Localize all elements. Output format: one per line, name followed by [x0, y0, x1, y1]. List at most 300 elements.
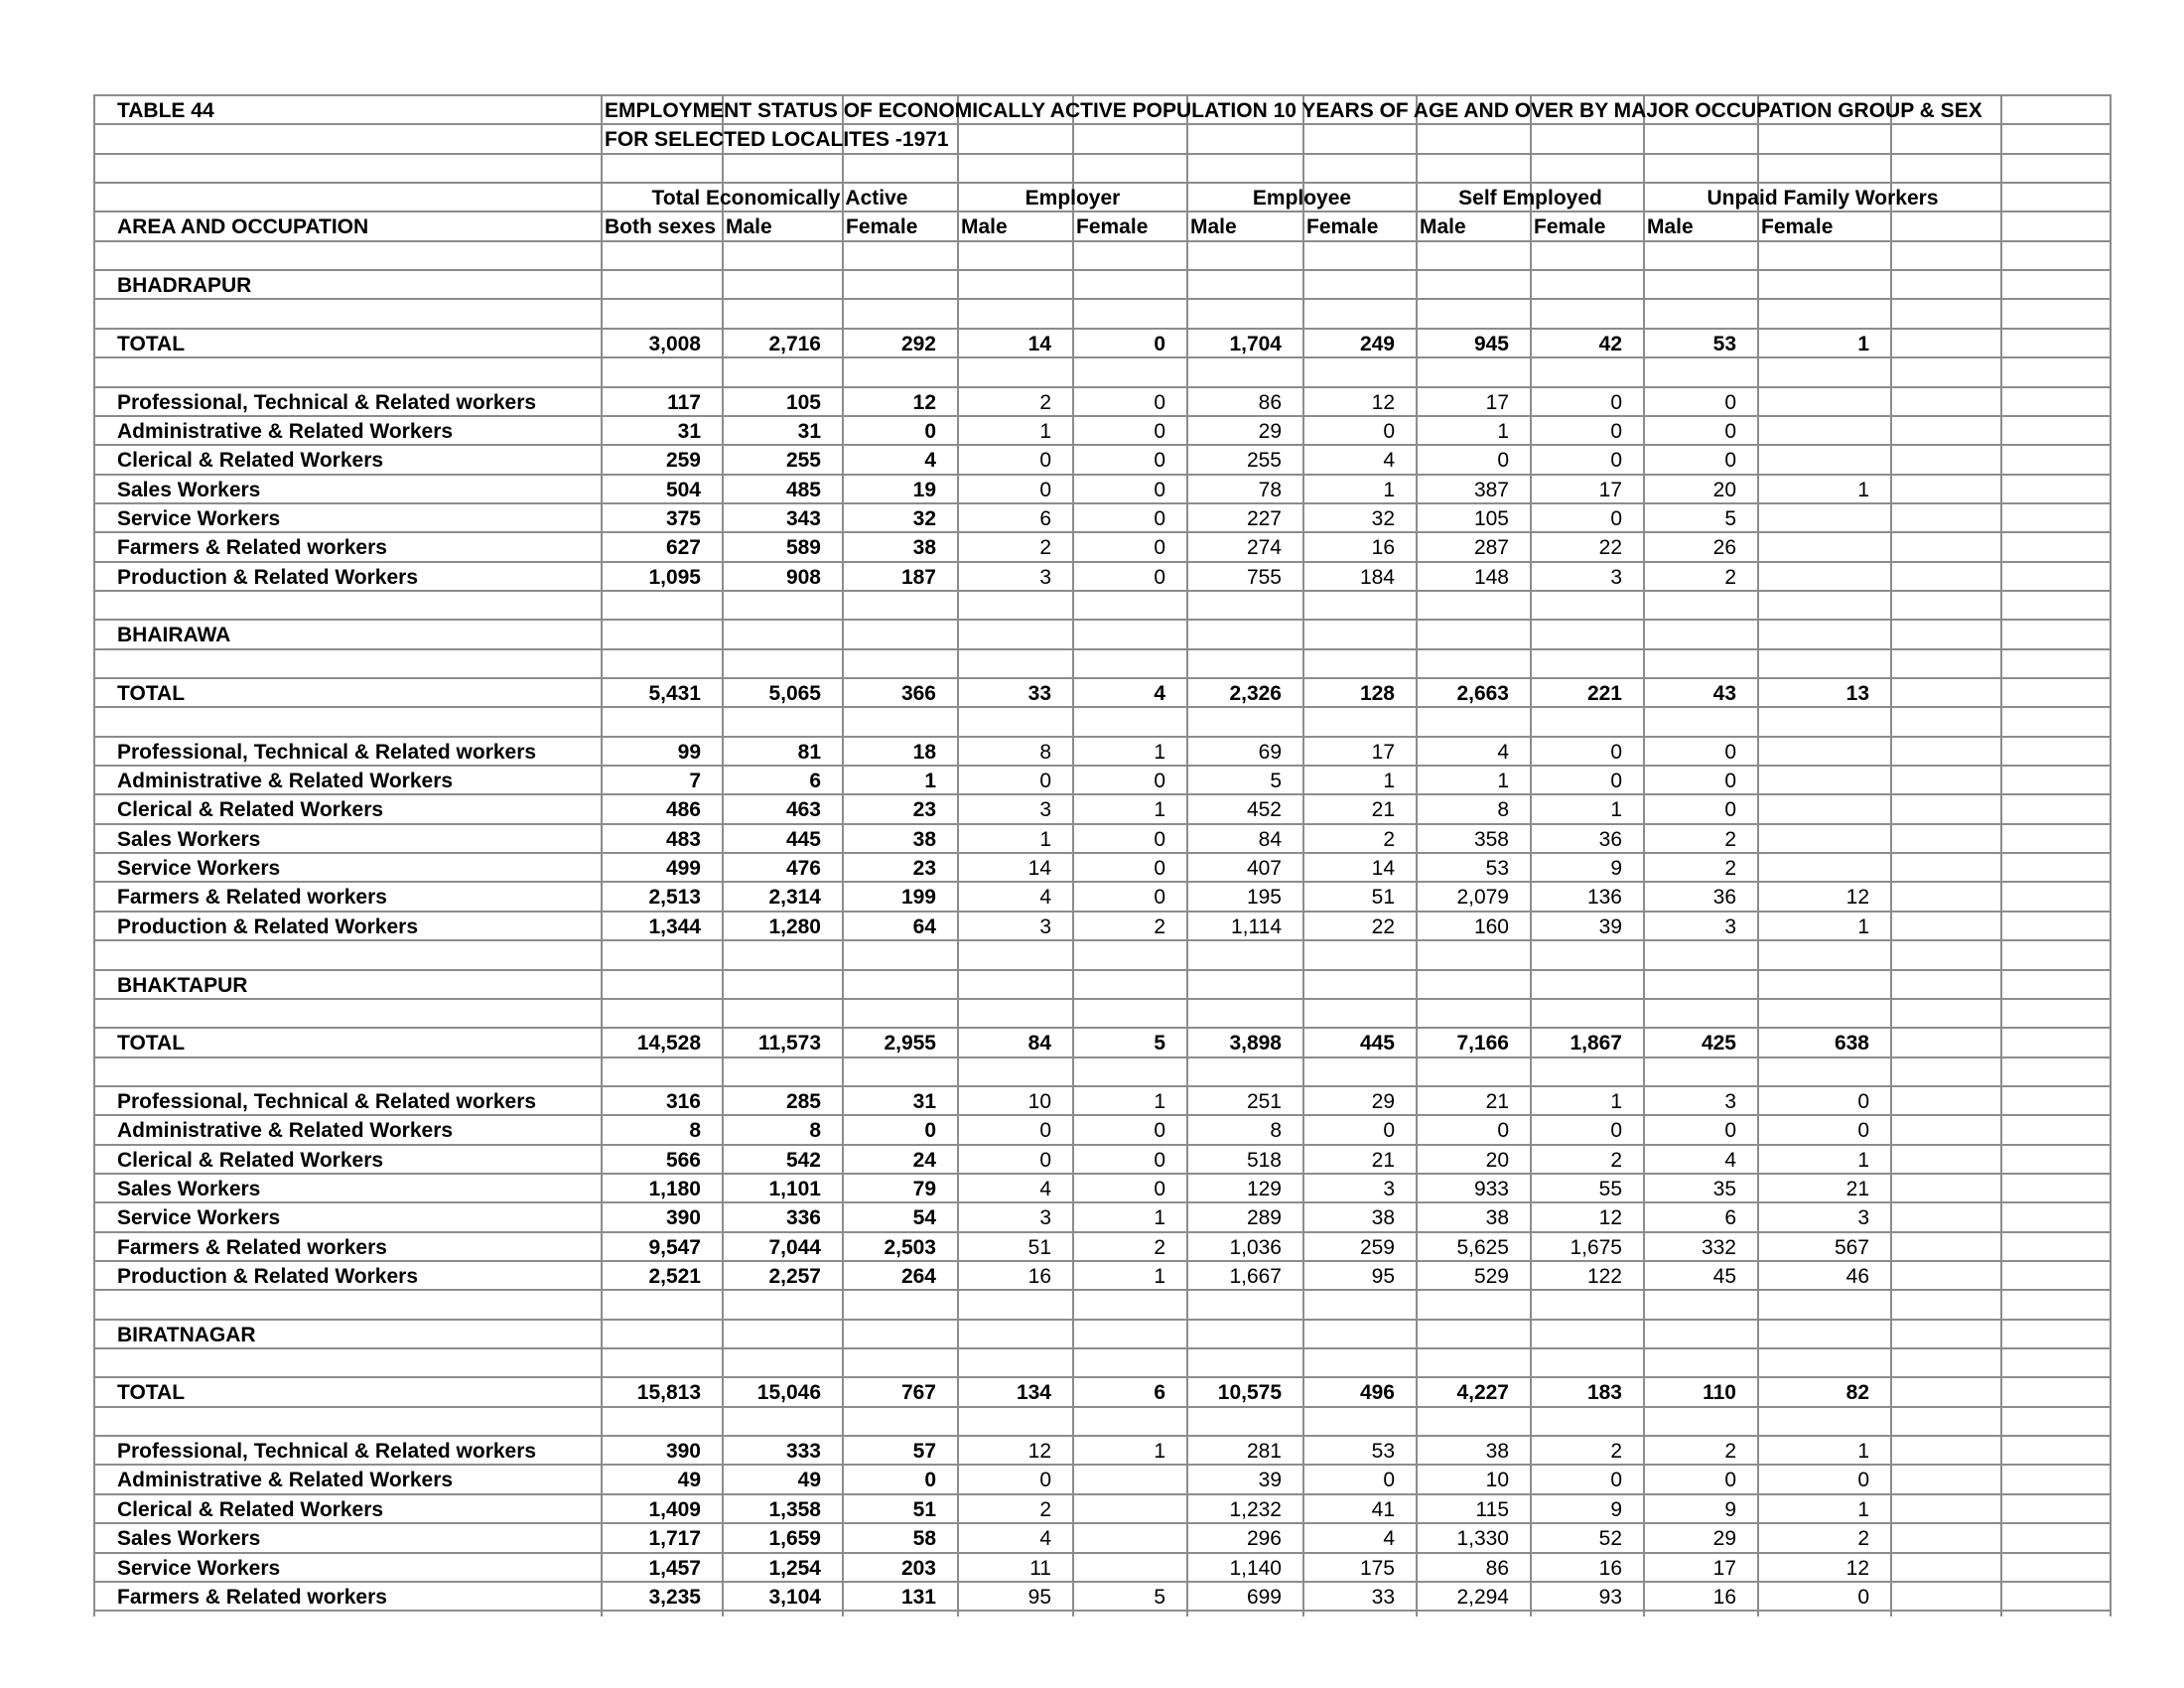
value-cell: 0 [1857, 1585, 1869, 1609]
value-cell: 2 [1610, 1148, 1622, 1172]
value-cell: 0 [1724, 740, 1736, 764]
value-cell: 445 [785, 827, 821, 851]
value-cell: 2,503 [884, 1235, 936, 1259]
value-cell [1073, 1554, 1165, 1583]
value-cell: 0 [1154, 1119, 1165, 1143]
value-cell: 1 [1154, 1089, 1165, 1113]
value-cell: 95 [1027, 1585, 1051, 1609]
value-cell: 21 [1845, 1177, 1869, 1200]
occupation-label: Sales Workers [117, 827, 261, 851]
value-cell: 2 [1724, 1440, 1736, 1464]
value-cell [1758, 504, 1869, 533]
value-cell: 41 [1371, 1497, 1395, 1521]
value-cell: 1,457 [648, 1556, 701, 1580]
value-cell: 1,101 [768, 1177, 821, 1200]
value-cell: 1 [1610, 798, 1622, 822]
column-group-header: Total Economically Active [651, 187, 908, 211]
grid-col-line [1890, 94, 1892, 1617]
value-cell: 0 [1039, 1119, 1051, 1143]
value-cell: 11 [1029, 1556, 1051, 1580]
value-cell: 1,344 [648, 914, 701, 938]
value-cell: 1 [1383, 478, 1395, 501]
value-cell: 7,044 [768, 1235, 821, 1259]
value-cell: 3 [1039, 798, 1051, 822]
value-cell: 12 [1845, 886, 1869, 910]
value-cell: 49 [797, 1469, 821, 1492]
value-cell: 0 [1610, 770, 1622, 793]
value-cell: 0 [1610, 419, 1622, 443]
value-cell: 0 [1857, 1089, 1869, 1113]
value-cell: 36 [1712, 886, 1736, 910]
occupation-label: Farmers & Related workers [117, 1235, 387, 1259]
value-cell: 69 [1258, 740, 1282, 764]
value-cell: 281 [1246, 1440, 1282, 1464]
grid-col-line [93, 94, 95, 1617]
occupation-label: Production & Related Workers [117, 914, 419, 938]
total-value-cell: 1 [1857, 332, 1869, 355]
value-cell [1758, 563, 1869, 592]
value-cell: 463 [785, 798, 821, 822]
value-cell: 136 [1586, 886, 1622, 910]
value-cell: 0 [1154, 536, 1165, 560]
value-cell [1073, 1466, 1165, 1494]
value-cell: 285 [785, 1089, 821, 1113]
area-name: BHADRAPUR [117, 274, 252, 298]
occupation-label: Sales Workers [117, 478, 261, 501]
value-cell [1758, 417, 1869, 446]
value-cell: 933 [1473, 1177, 1509, 1200]
value-cell [1758, 767, 1869, 795]
total-value-cell: 11,573 [757, 1032, 821, 1055]
value-cell: 78 [1258, 478, 1282, 501]
value-cell: 9 [1724, 1497, 1736, 1521]
value-cell: 296 [1246, 1527, 1282, 1551]
value-cell: 1,358 [768, 1497, 821, 1521]
total-value-cell: 2,955 [884, 1032, 936, 1055]
value-cell: 0 [1039, 770, 1051, 793]
value-cell: 6 [1724, 1206, 1736, 1230]
total-value-cell: 42 [1598, 332, 1622, 355]
area-occupation-header: AREA AND OCCUPATION [117, 215, 369, 239]
value-cell: 5,625 [1456, 1235, 1509, 1259]
value-cell: 58 [912, 1527, 936, 1551]
total-value-cell: 4,227 [1456, 1381, 1509, 1405]
value-cell: 1 [924, 770, 936, 793]
value-cell: 542 [785, 1148, 821, 1172]
value-cell: 0 [1039, 1469, 1051, 1492]
value-cell: 36 [1598, 827, 1622, 851]
value-cell: 1 [1154, 1265, 1165, 1288]
column-group-header: Employee [1252, 187, 1352, 211]
value-cell: 2 [1154, 1235, 1165, 1259]
sub-column-header: Male [1190, 215, 1237, 239]
value-cell: 9,547 [648, 1235, 701, 1259]
value-cell: 627 [665, 536, 701, 560]
value-cell: 12 [1371, 390, 1395, 414]
value-cell: 4 [1039, 886, 1051, 910]
value-cell: 81 [797, 740, 821, 764]
occupation-label: Farmers & Related workers [117, 1585, 387, 1609]
occupation-label: Sales Workers [117, 1527, 261, 1551]
value-cell: 375 [665, 506, 701, 530]
value-cell: 227 [1246, 506, 1282, 530]
value-cell: 16 [1027, 1265, 1051, 1288]
value-cell: 84 [1258, 827, 1282, 851]
value-cell: 255 [785, 449, 821, 473]
total-value-cell: 14 [1027, 332, 1051, 355]
value-cell: 23 [912, 857, 936, 881]
value-cell: 38 [912, 827, 936, 851]
occupation-label: Professional, Technical & Related workers [117, 1089, 537, 1113]
value-cell: 0 [1154, 770, 1165, 793]
value-cell: 187 [900, 565, 936, 589]
value-cell: 4 [1039, 1527, 1051, 1551]
value-cell: 17 [1371, 740, 1395, 764]
value-cell: 908 [785, 565, 821, 589]
total-value-cell: 425 [1701, 1032, 1736, 1055]
sub-column-header: Female [1076, 215, 1149, 239]
total-value-cell: 53 [1712, 332, 1736, 355]
value-cell: 0 [1154, 565, 1165, 589]
value-cell: 4 [924, 449, 936, 473]
value-cell: 8 [1039, 740, 1051, 764]
value-cell: 0 [1724, 449, 1736, 473]
grid-row-line [94, 269, 2111, 271]
total-value-cell: 10,575 [1217, 1381, 1282, 1405]
column-group-header: Employer [1024, 187, 1121, 211]
value-cell [1758, 388, 1869, 417]
value-cell: 55 [1598, 1177, 1622, 1200]
value-cell: 122 [1586, 1265, 1622, 1288]
value-cell: 3 [1383, 1177, 1395, 1200]
value-cell: 259 [665, 449, 701, 473]
occupation-label: Professional, Technical & Related workers [117, 390, 537, 414]
value-cell: 22 [1598, 536, 1622, 560]
total-row-label: TOTAL [117, 332, 186, 355]
value-cell: 38 [1371, 1206, 1395, 1230]
area-name: BHAIRAWA [117, 624, 231, 647]
value-cell: 0 [1724, 770, 1736, 793]
value-cell: 199 [900, 886, 936, 910]
sub-column-header: Male [1647, 215, 1694, 239]
value-cell: 19 [912, 478, 936, 501]
value-cell: 387 [1473, 478, 1509, 501]
value-cell: 2 [1724, 857, 1736, 881]
value-cell: 31 [912, 1089, 936, 1113]
value-cell: 358 [1473, 827, 1509, 851]
value-cell: 14 [1027, 857, 1051, 881]
total-value-cell: 82 [1845, 1381, 1869, 1405]
grid-row-line [94, 1319, 2111, 1321]
value-cell: 476 [785, 857, 821, 881]
value-cell [1758, 795, 1869, 824]
value-cell: 504 [665, 478, 701, 501]
grid-row-line [94, 619, 2111, 621]
value-cell: 31 [677, 419, 701, 443]
value-cell: 518 [1246, 1148, 1282, 1172]
value-cell: 0 [1724, 798, 1736, 822]
total-value-cell: 221 [1586, 682, 1622, 705]
value-cell: 1 [1610, 1089, 1622, 1113]
total-value-cell: 5,431 [648, 682, 701, 705]
total-value-cell: 945 [1473, 332, 1509, 355]
value-cell: 1 [1154, 1206, 1165, 1230]
value-cell: 115 [1475, 1497, 1509, 1521]
value-cell: 485 [785, 478, 821, 501]
value-cell [1758, 738, 1869, 767]
value-cell: 9 [1610, 1497, 1622, 1521]
total-value-cell: 0 [1154, 332, 1165, 355]
value-cell: 0 [1497, 1119, 1509, 1143]
total-row-label: TOTAL [117, 1381, 186, 1405]
value-cell: 2 [1610, 1440, 1622, 1464]
value-cell: 3 [1610, 565, 1622, 589]
value-cell: 18 [912, 740, 936, 764]
value-cell: 1 [1857, 1440, 1869, 1464]
value-cell: 12 [912, 390, 936, 414]
value-cell: 529 [1473, 1265, 1509, 1288]
value-cell: 8 [809, 1119, 821, 1143]
table-number: TABLE 44 [117, 99, 214, 122]
value-cell: 0 [1724, 390, 1736, 414]
value-cell: 289 [1246, 1206, 1282, 1230]
value-cell: 184 [1359, 565, 1395, 589]
value-cell: 26 [1712, 536, 1736, 560]
value-cell: 0 [1857, 1469, 1869, 1492]
value-cell [1073, 1495, 1165, 1524]
value-cell: 1,232 [1229, 1497, 1282, 1521]
value-cell: 14 [1371, 857, 1395, 881]
total-value-cell: 33 [1027, 682, 1051, 705]
value-cell: 0 [1154, 449, 1165, 473]
value-cell: 31 [797, 419, 821, 443]
total-value-cell: 767 [900, 1381, 936, 1405]
occupation-label: Service Workers [117, 857, 281, 881]
value-cell: 274 [1246, 536, 1282, 560]
value-cell: 2,294 [1456, 1585, 1509, 1609]
value-cell: 17 [1712, 1556, 1736, 1580]
total-value-cell: 134 [1016, 1381, 1051, 1405]
occupation-label: Sales Workers [117, 1177, 261, 1200]
occupation-label: Administrative & Related Workers [117, 770, 454, 793]
total-value-cell: 366 [900, 682, 936, 705]
value-cell: 33 [1371, 1585, 1395, 1609]
sub-column-header: Male [961, 215, 1008, 239]
value-cell: 1 [1857, 478, 1869, 501]
value-cell: 1 [1497, 419, 1509, 443]
value-cell: 0 [1154, 857, 1165, 881]
value-cell [1758, 825, 1869, 854]
occupation-label: Professional, Technical & Related workers [117, 1440, 537, 1464]
value-cell: 39 [1598, 914, 1622, 938]
value-cell: 1,254 [768, 1556, 821, 1580]
value-cell: 93 [1598, 1585, 1622, 1609]
value-cell: 86 [1485, 1556, 1509, 1580]
value-cell: 95 [1371, 1265, 1395, 1288]
value-cell: 22 [1371, 914, 1395, 938]
value-cell: 4 [1497, 740, 1509, 764]
value-cell: 287 [1473, 536, 1509, 560]
value-cell: 3 [1724, 914, 1736, 938]
value-cell: 1,095 [648, 565, 701, 589]
value-cell: 8 [689, 1119, 701, 1143]
value-cell: 0 [1497, 449, 1509, 473]
value-cell: 566 [665, 1148, 701, 1172]
value-cell: 0 [924, 1119, 936, 1143]
value-cell: 316 [665, 1089, 701, 1113]
value-cell: 1 [1497, 770, 1509, 793]
value-cell: 1 [1383, 770, 1395, 793]
sub-column-header: Female [846, 215, 918, 239]
value-cell: 699 [1246, 1585, 1282, 1609]
value-cell: 8 [1497, 798, 1509, 822]
value-cell: 54 [912, 1206, 936, 1230]
grid-col-line [2000, 94, 2002, 1617]
value-cell: 32 [912, 506, 936, 530]
value-cell: 131 [900, 1585, 936, 1609]
value-cell: 51 [1371, 886, 1395, 910]
value-cell: 12 [1598, 1206, 1622, 1230]
value-cell: 0 [1154, 827, 1165, 851]
occupation-label: Farmers & Related workers [117, 886, 387, 910]
value-cell: 589 [785, 536, 821, 560]
value-cell: 1 [1857, 914, 1869, 938]
value-cell: 2,314 [768, 886, 821, 910]
value-cell: 2 [1039, 536, 1051, 560]
value-cell: 117 [667, 390, 701, 414]
value-cell: 483 [665, 827, 701, 851]
total-value-cell: 43 [1712, 682, 1736, 705]
value-cell: 259 [1359, 1235, 1395, 1259]
value-cell: 64 [912, 914, 936, 938]
occupation-label: Farmers & Related workers [117, 536, 387, 560]
value-cell: 1,675 [1570, 1235, 1622, 1259]
value-cell: 46 [1845, 1265, 1869, 1288]
value-cell: 0 [1724, 1119, 1736, 1143]
value-cell: 32 [1371, 506, 1395, 530]
value-cell: 21 [1371, 798, 1395, 822]
value-cell: 2 [1039, 390, 1051, 414]
value-cell: 1 [1857, 1497, 1869, 1521]
total-value-cell: 4 [1154, 682, 1165, 705]
occupation-label: Administrative & Related Workers [117, 1469, 454, 1492]
value-cell: 1,114 [1231, 914, 1282, 938]
value-cell: 0 [924, 1469, 936, 1492]
value-cell: 21 [1371, 1148, 1395, 1172]
value-cell: 79 [912, 1177, 936, 1200]
value-cell: 105 [1473, 506, 1509, 530]
value-cell: 52 [1598, 1527, 1622, 1551]
value-cell: 45 [1712, 1265, 1736, 1288]
value-cell: 3 [1857, 1206, 1869, 1230]
value-cell: 0 [1154, 390, 1165, 414]
value-cell: 24 [912, 1148, 936, 1172]
total-value-cell: 14,528 [636, 1032, 701, 1055]
column-group-header: Unpaid Family Workers [1706, 187, 1939, 211]
total-value-cell: 15,046 [756, 1381, 821, 1405]
table-title-line-1: EMPLOYMENT STATUS OF ECONOMICALLY ACTIVE POPULATION 10 YEARS OF AGE AND OVER BY MAJOR OCCUPATION GROUP & SEX [605, 99, 1982, 122]
total-value-cell: 2,326 [1229, 682, 1282, 705]
value-cell: 1 [1039, 827, 1051, 851]
value-cell: 29 [1258, 419, 1282, 443]
value-cell: 390 [665, 1206, 701, 1230]
sub-column-header: Male [726, 215, 772, 239]
total-value-cell: 445 [1359, 1032, 1395, 1055]
value-cell: 1 [1857, 1148, 1869, 1172]
value-cell: 2,521 [648, 1265, 701, 1288]
value-cell: 251 [1246, 1089, 1282, 1113]
value-cell: 2 [1724, 565, 1736, 589]
value-cell: 0 [1154, 506, 1165, 530]
value-cell: 6 [1039, 506, 1051, 530]
occupation-label: Production & Related Workers [117, 1265, 419, 1288]
value-cell: 486 [665, 798, 701, 822]
total-value-cell: 3,008 [648, 332, 701, 355]
value-cell: 2 [1154, 914, 1165, 938]
value-cell: 105 [785, 390, 821, 414]
value-cell: 160 [1473, 914, 1509, 938]
value-cell: 0 [1039, 449, 1051, 473]
value-cell: 0 [1383, 419, 1395, 443]
value-cell: 2,079 [1456, 886, 1509, 910]
value-cell: 1 [1154, 740, 1165, 764]
total-value-cell: 496 [1359, 1381, 1395, 1405]
occupation-label: Clerical & Related Workers [117, 798, 384, 822]
value-cell: 333 [785, 1440, 821, 1464]
value-cell: 1,409 [648, 1497, 701, 1521]
value-cell: 195 [1246, 886, 1282, 910]
value-cell: 567 [1834, 1235, 1869, 1259]
value-cell: 255 [1246, 449, 1282, 473]
value-cell: 5 [1154, 1585, 1165, 1609]
value-cell: 39 [1258, 1469, 1282, 1492]
sub-column-header: Male [1420, 215, 1466, 239]
value-cell: 9 [1610, 857, 1622, 881]
value-cell: 2,513 [648, 886, 701, 910]
occupation-label: Production & Related Workers [117, 565, 419, 589]
value-cell: 86 [1258, 390, 1282, 414]
total-value-cell: 638 [1834, 1032, 1869, 1055]
sub-column-header: Female [1761, 215, 1834, 239]
value-cell: 38 [912, 536, 936, 560]
value-cell: 16 [1598, 1556, 1622, 1580]
value-cell: 10 [1027, 1089, 1051, 1113]
value-cell: 0 [1724, 419, 1736, 443]
value-cell: 53 [1485, 857, 1509, 881]
grid-row-line [94, 153, 2111, 155]
value-cell: 336 [785, 1206, 821, 1230]
value-cell: 1 [1154, 798, 1165, 822]
value-cell: 264 [900, 1265, 936, 1288]
value-cell: 29 [1371, 1089, 1395, 1113]
value-cell: 0 [1610, 1469, 1622, 1492]
value-cell: 1,036 [1229, 1235, 1282, 1259]
value-cell: 4 [1383, 449, 1395, 473]
value-cell [1073, 1524, 1165, 1553]
value-cell: 99 [677, 740, 701, 764]
sub-column-header: Both sexes [605, 215, 717, 239]
area-name: BIRATNAGAR [117, 1323, 256, 1346]
grid-row-line [94, 1347, 2111, 1349]
value-cell: 0 [1154, 478, 1165, 501]
value-cell: 3,104 [768, 1585, 821, 1609]
value-cell: 8 [1270, 1119, 1282, 1143]
value-cell: 0 [924, 419, 936, 443]
grid-row-line [94, 648, 2111, 650]
total-value-cell: 292 [900, 332, 936, 355]
total-value-cell: 5 [1154, 1032, 1165, 1055]
value-cell: 12 [1027, 1440, 1051, 1464]
